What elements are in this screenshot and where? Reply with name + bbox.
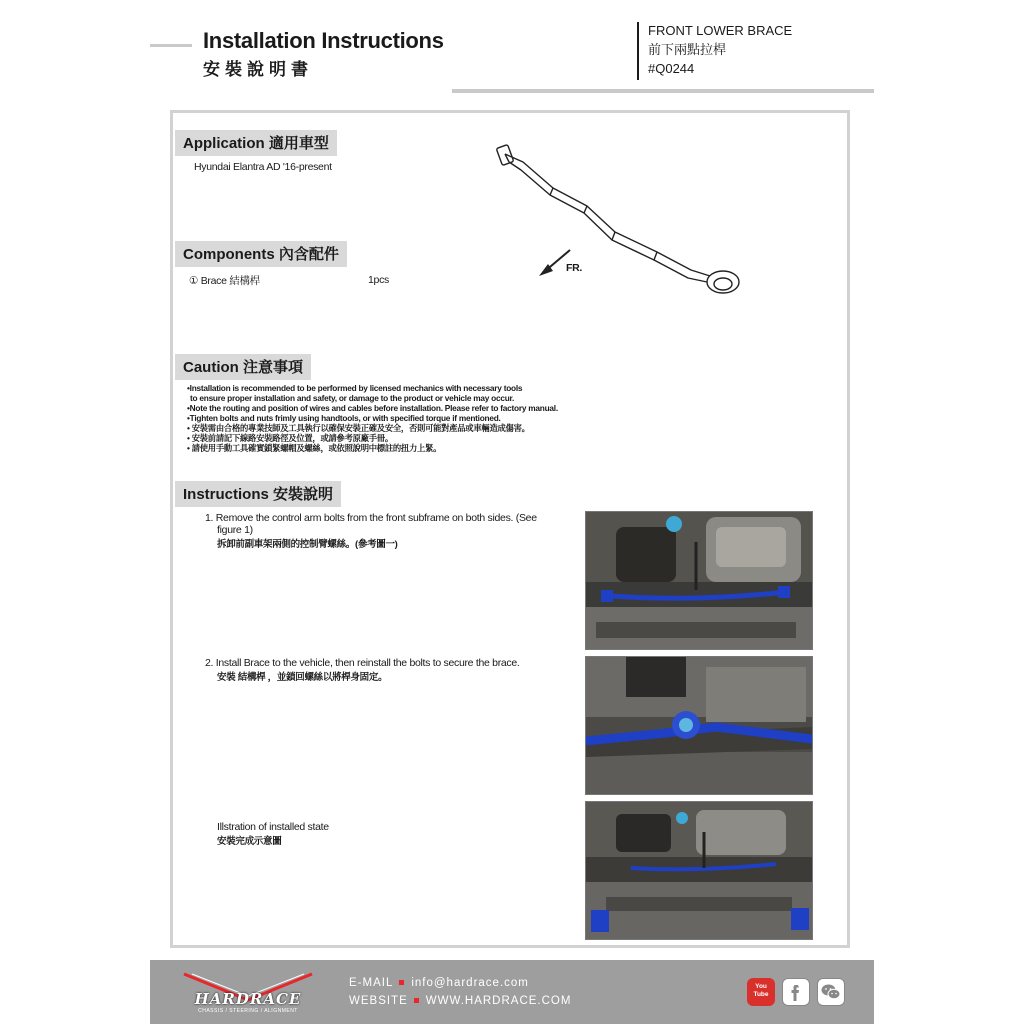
caution-line: • 安裝需由合格的專業技師及工具執行以確保安裝正確及安全，否則可能對產品或車輛造成傷害。 (187, 423, 530, 433)
vehicle-fitment: Hyundai Elantra AD '16-present (194, 161, 332, 173)
header-rule-left (150, 44, 192, 47)
step-3 (217, 821, 329, 847)
facebook-icon[interactable] (782, 978, 810, 1006)
step-1-text-cont: figure 1) (217, 524, 253, 536)
figure-2-photo (585, 656, 813, 795)
footer (150, 960, 874, 1024)
caution-line: to ensure proper installation and safety, or damage to the product or vehicle may occur. (190, 393, 515, 403)
step-2-text-zh: 安裝 結構桿 ，並鎖回螺絲以將桿身固定。 (217, 672, 388, 683)
instructions-heading: Instructions 安裝說明 (175, 481, 341, 507)
part-number: #Q0244 (648, 61, 695, 76)
product-info (648, 21, 792, 78)
bullet-square (399, 980, 404, 985)
youtube-text: You Tube (753, 983, 769, 998)
step-1-text: 1. Remove the control arm bolts from the front subframe on both sides. (See (205, 512, 537, 524)
step-1 (205, 512, 537, 550)
website-link[interactable]: WWW.HARDRACE.COM (425, 995, 572, 1007)
component-qty: 1pcs (368, 274, 389, 286)
step-2 (205, 657, 520, 683)
website-label: WEBSITE (349, 995, 408, 1007)
brace-diagram (495, 140, 750, 305)
figure-1-photo (585, 511, 813, 650)
caution-line: •Tighten bolts and nuts frimly using handtools, or with specified torque if mentioned. (187, 413, 501, 423)
caution-list (187, 383, 558, 453)
installed-state-text-zh: 安裝完成示意圖 (217, 836, 282, 847)
website-line (349, 995, 571, 1007)
product-name: FRONT LOWER BRACE (648, 23, 793, 38)
caution-line: •Installation is recommended to be performed by licensed mechanics with necessary tools (187, 383, 523, 393)
installed-state-text: Illstration of installed state (217, 821, 329, 833)
caution-line: • 請使用手動工具確實鎖緊螺帽及螺絲，或依照說明中標註的扭力上緊。 (187, 443, 442, 453)
step-2-text: 2. Install Brace to the vehicle, then reinstall the bolts to secure the brace. (205, 657, 520, 669)
facebook-glyph (783, 979, 809, 1005)
page-subtitle: 安裝說明書 (203, 60, 313, 80)
page-title: Installation Instructions (203, 28, 444, 53)
component-item: ① Brace 結構桿 (189, 275, 260, 287)
fr-label: FR. (566, 262, 583, 274)
bullet-square (414, 998, 419, 1003)
brace-outline (496, 144, 739, 293)
brand-tagline: CHASSIS / STEERING / ALIGNMENT (198, 1008, 298, 1014)
header-rule-right (452, 89, 874, 93)
youtube-icon[interactable] (747, 978, 775, 1006)
product-name-zh: 前下兩點拉桿 (648, 42, 727, 57)
header-divider (637, 22, 639, 80)
caution-line: •Note the routing and position of wires and cables before installation. Please refer to factory manual. (187, 403, 558, 413)
figure-3-photo (585, 801, 813, 940)
brand-name: HARDRACE (194, 990, 302, 1008)
email-link[interactable]: info@hardrace.com (411, 977, 529, 989)
email-line (349, 977, 529, 989)
wechat-icon[interactable] (817, 978, 845, 1006)
components-heading: Components 內含配件 (175, 241, 347, 267)
hardrace-logo (178, 970, 318, 1016)
application-heading: Application 適用車型 (175, 130, 337, 156)
wechat-glyph (818, 979, 844, 1005)
caution-heading: Caution 注意事項 (175, 354, 311, 380)
step-1-text-zh: 拆卸前副車架兩側的控制臂螺絲。(參考圖一) (217, 539, 398, 550)
caution-line: • 安裝前請記下線路安裝路徑及位置，或請參考原廠手冊。 (187, 433, 393, 443)
email-label: E-MAIL (349, 977, 394, 989)
